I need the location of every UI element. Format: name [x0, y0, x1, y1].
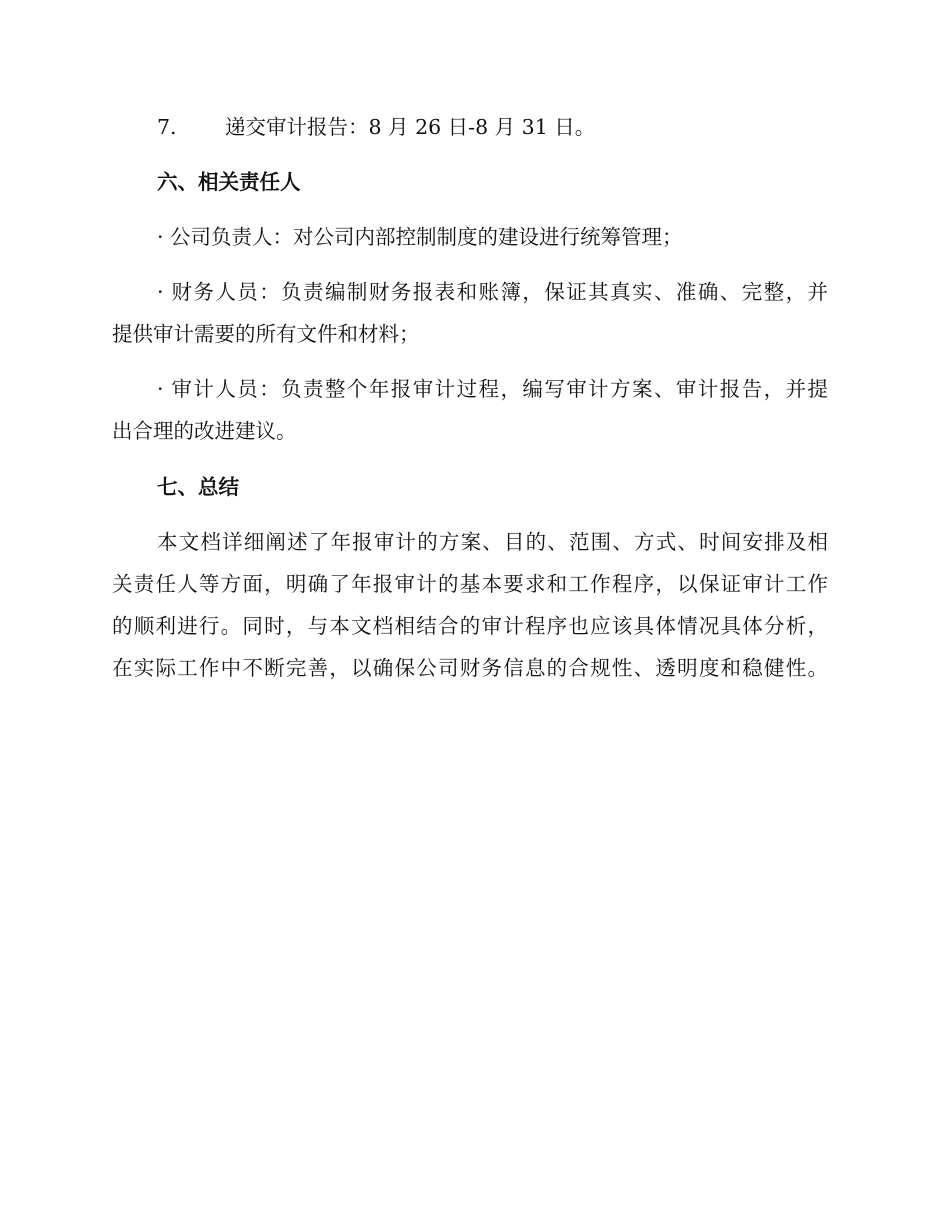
numbered-item [112, 112, 828, 142]
paragraph-line: 关责任人等方面，明确了年报审计的基本要求和工作程序，以保证审计工作 [112, 572, 828, 596]
item-number: 7. [157, 115, 177, 139]
section-heading: 六、相关责任人 [157, 170, 301, 194]
list-item-line: 提供审计需要的所有文件和材料； [112, 322, 420, 346]
item-text: 递交审计报告：8 月 26 日-8 月 31 日。 [225, 115, 596, 139]
paragraph-line: 的顺利进行。同时，与本文档相结合的审计程序也应该具体情况具体分析， [112, 614, 828, 638]
list-item-line: 出合理的改进建议。 [112, 419, 297, 443]
list-item: · 公司负责人：对公司内部控制制度的建设进行统筹管理； [157, 225, 683, 249]
list-item-line: · 财务人员：负责编制财务报表和账簿，保证其真实、准确、完整，并 [157, 280, 828, 304]
paragraph-line: 本文档详细阐述了年报审计的方案、目的、范围、方式、时间安排及相 [157, 530, 828, 554]
section-heading: 七、总结 [157, 475, 239, 499]
paragraph-line: 在实际工作中不断完善，以确保公司财务信息的合规性、透明度和稳健性。 [112, 656, 828, 680]
list-item-line: · 审计人员：负责整个年报审计过程，编写审计方案、审计报告，并提 [157, 377, 828, 401]
